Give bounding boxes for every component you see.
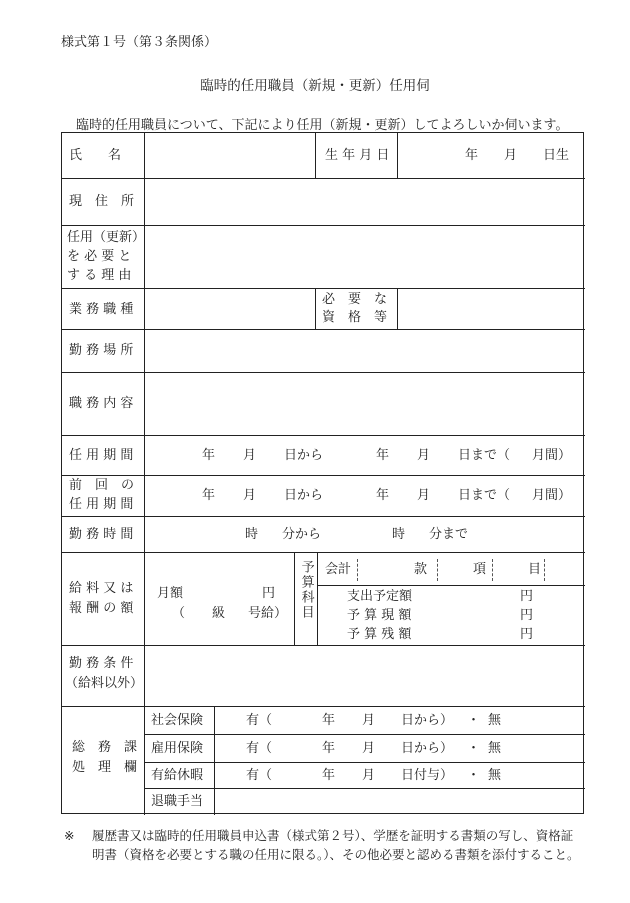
- term-from-month: 月: [243, 448, 257, 463]
- employment-insurance-dot: ・: [467, 741, 481, 756]
- salary-grade: 級: [212, 606, 226, 621]
- budget-label: 予算科目: [298, 560, 314, 620]
- prev-to-day: 日まで（: [458, 488, 511, 503]
- address-label: 現 住 所: [69, 194, 135, 209]
- term-from-day: 日から: [284, 448, 324, 463]
- conditions-label-2: （給料以外）: [65, 676, 144, 691]
- budget-current: 予 算 現 額: [347, 608, 412, 623]
- admin-label-2: 処 理 欄: [72, 760, 138, 775]
- social-insurance-dot: ・: [467, 713, 481, 728]
- intro-text: 臨時的任用職員について、下記により任用（新規・更新）してよろしいか伺います。: [76, 118, 569, 133]
- hours-to-min: 分まで: [429, 527, 469, 542]
- social-insurance-month: 月: [362, 713, 376, 728]
- social-insurance-day: 日から）: [401, 713, 454, 728]
- social-insurance-label: 社会保険: [151, 713, 204, 728]
- form-number: 様式第１号（第３条関係）: [61, 35, 218, 50]
- application-form-table: [61, 132, 584, 814]
- admin-label-1: 総 務 課: [72, 740, 138, 755]
- prev-from-day: 日から: [284, 488, 324, 503]
- prev-from-year: 年: [202, 488, 216, 503]
- qualification-label-2: 資 格 等: [322, 310, 388, 325]
- birthdate-fields: 年 月 日生: [465, 148, 570, 163]
- term-from-year: 年: [202, 448, 216, 463]
- employment-insurance-day: 日から）: [401, 741, 454, 756]
- budget-account: 会計: [325, 562, 352, 577]
- conditions-label-1: 勤 務 条 件: [69, 656, 134, 671]
- term-to-year: 年: [376, 448, 390, 463]
- prev-to-month: 月: [417, 488, 431, 503]
- social-insurance-year: 年: [322, 713, 336, 728]
- salary-step: 号給）: [248, 606, 288, 621]
- paid-leave-month: 月: [362, 768, 376, 783]
- prev-months: 月間）: [532, 488, 572, 503]
- qualification-label-1: 必 要 な: [322, 292, 388, 307]
- employment-insurance-month: 月: [362, 741, 376, 756]
- note-text: 履歴書又は臨時的任用職員申込書（様式第２号）、学歴を証明する書類の写し、資格証明書（資格を必要とする職の任用に限る。）、その他必要と認める書類を添付すること。: [92, 828, 580, 862]
- budget-planned-yen: 円: [520, 589, 534, 604]
- salary-monthly: 月額: [157, 586, 184, 601]
- prev-to-year: 年: [376, 488, 390, 503]
- name-label: 氏 名: [69, 148, 122, 163]
- budget-section: 款: [414, 562, 428, 577]
- job-type-label: 業 務 職 種: [69, 302, 134, 317]
- retirement-allowance-label: 退職手当: [151, 794, 204, 809]
- previous-term-label-1: 前 回 の: [69, 478, 135, 493]
- document-title: 臨時的任用職員（新規・更新）任用伺: [200, 78, 430, 94]
- reason-label-3: す る 理 由: [67, 268, 132, 283]
- hours-from-hour: 時: [245, 527, 259, 542]
- hours-from-min: 分から: [282, 527, 322, 542]
- budget-remaining-yen: 円: [520, 627, 534, 642]
- social-insurance-no: 無: [488, 713, 502, 728]
- previous-term-label-2: 任 用 期 間: [69, 497, 134, 512]
- employment-insurance-yes: 有（: [246, 741, 273, 756]
- paid-leave-dot: ・: [467, 768, 481, 783]
- note-mark: ※: [64, 828, 75, 843]
- workplace-label: 勤 務 場 所: [69, 343, 134, 358]
- reason-label-2: を 必 要 と: [67, 249, 132, 264]
- paid-leave-yes: 有（: [246, 768, 273, 783]
- term-months: 月間）: [532, 448, 572, 463]
- hours-to-hour: 時: [392, 527, 406, 542]
- salary-label-2: 報 酬 の 額: [69, 601, 134, 616]
- paid-leave-day: 日付与）: [401, 768, 454, 783]
- salary-yen: 円: [262, 586, 276, 601]
- social-insurance-yes: 有（: [246, 713, 273, 728]
- paid-leave-year: 年: [322, 768, 336, 783]
- footnote: [64, 826, 584, 864]
- hours-label: 勤 務 時 間: [69, 527, 134, 542]
- term-to-month: 月: [417, 448, 431, 463]
- birthdate-label: 生 年 月 日: [325, 148, 390, 163]
- salary-paren: （: [172, 606, 186, 621]
- budget-planned: 支出予定額: [347, 589, 413, 604]
- budget-item: 項: [473, 562, 487, 577]
- budget-current-yen: 円: [520, 608, 534, 623]
- prev-from-month: 月: [243, 488, 257, 503]
- employment-insurance-year: 年: [322, 741, 336, 756]
- budget-remaining: 予 算 残 額: [347, 627, 412, 642]
- employment-insurance-label: 雇用保険: [151, 741, 204, 756]
- budget-sub-item: 目: [528, 562, 542, 577]
- term-label: 任 用 期 間: [69, 448, 134, 463]
- term-to-day: 日まで（: [458, 448, 511, 463]
- duties-label: 職 務 内 容: [69, 396, 134, 411]
- salary-label-1: 給 料 又 は: [69, 581, 134, 596]
- employment-insurance-no: 無: [488, 741, 502, 756]
- reason-label-1: 任用（更新）: [67, 230, 146, 245]
- paid-leave-label: 有給休暇: [151, 768, 204, 783]
- paid-leave-no: 無: [488, 768, 502, 783]
